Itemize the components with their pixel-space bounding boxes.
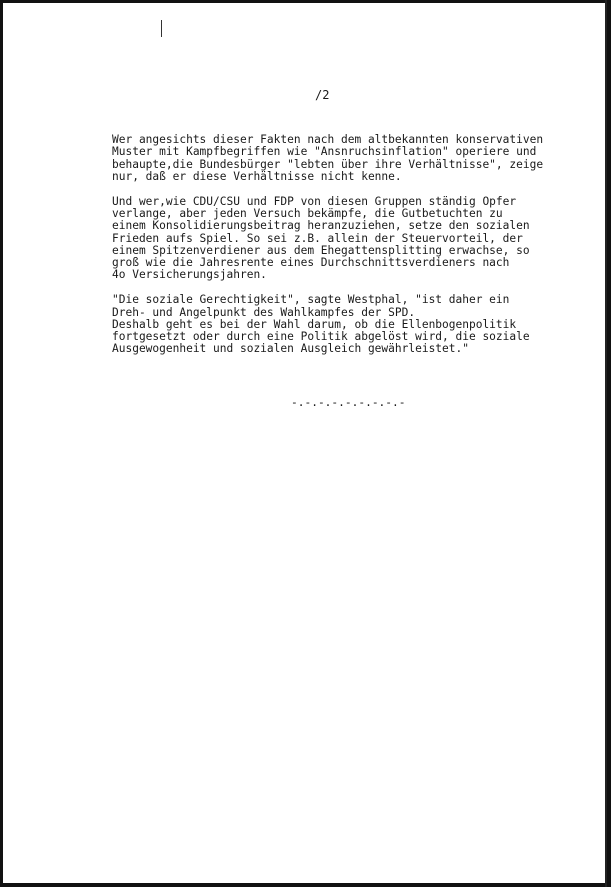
page-edge-line: [605, 0, 607, 887]
text-line: Und wer,wie CDU/CSU und FDP von diesen Gruppen ständig Opfer: [112, 194, 517, 208]
text-line: nur, daß er diese Verhältnisse nicht kenne.: [112, 169, 402, 183]
page-number: /2: [315, 88, 330, 102]
paragraph-2: [112, 196, 572, 282]
paragraph-1: [112, 134, 572, 183]
text-line: Frieden aufs Spiel. So sei z.B. allein der Steuervorteil, der: [112, 231, 523, 245]
text-line: Wer angesichts dieser Fakten nach dem altbekannten konservativen: [112, 133, 544, 146]
text-line: Ausgewogenheit und sozialen Ausgleich gewährleistet.": [112, 342, 469, 356]
text-line: verlange, aber jeden Versuch bekämpfe, die Gutbetuchten zu: [112, 206, 503, 220]
paragraph-3: [112, 294, 572, 355]
text-line: Muster mit Kampfbegriffen wie "Ansnruchsinflation" operiere und: [112, 145, 537, 159]
text-line: einem Spitzenverdiener aus dem Ehegattensplitting erwachse, so: [112, 243, 530, 257]
text-line: einem Konsolidierungsbeitrag heranzuziehen, setze den sozialen: [112, 219, 530, 233]
document-body: [112, 134, 572, 368]
text-line: groß wie die Jahresrente eines Durchschnittsverdieners nach: [112, 256, 510, 270]
text-line: fortgesetzt oder durch eine Politik abgelöst wird, die soziale: [112, 330, 530, 344]
scan-mark: [161, 20, 162, 37]
text-line: behaupte,die Bundesbürger "lebten über ihre Verhältnisse", zeige: [112, 157, 544, 171]
text-line: Dreh- und Angelpunkt des Wahlkampfes der SPD.: [112, 305, 416, 319]
text-line: Deshalb geht es bei der Wahl darum, ob die Ellenbogenpolitik: [112, 317, 517, 331]
end-separator: -.-.-.-.-.-.-.-.-: [291, 396, 406, 409]
text-line: "Die soziale Gerechtigkeit", sagte Westphal, "ist daher ein: [112, 293, 510, 307]
text-line: 4o Versicherungsjahren.: [112, 268, 267, 282]
